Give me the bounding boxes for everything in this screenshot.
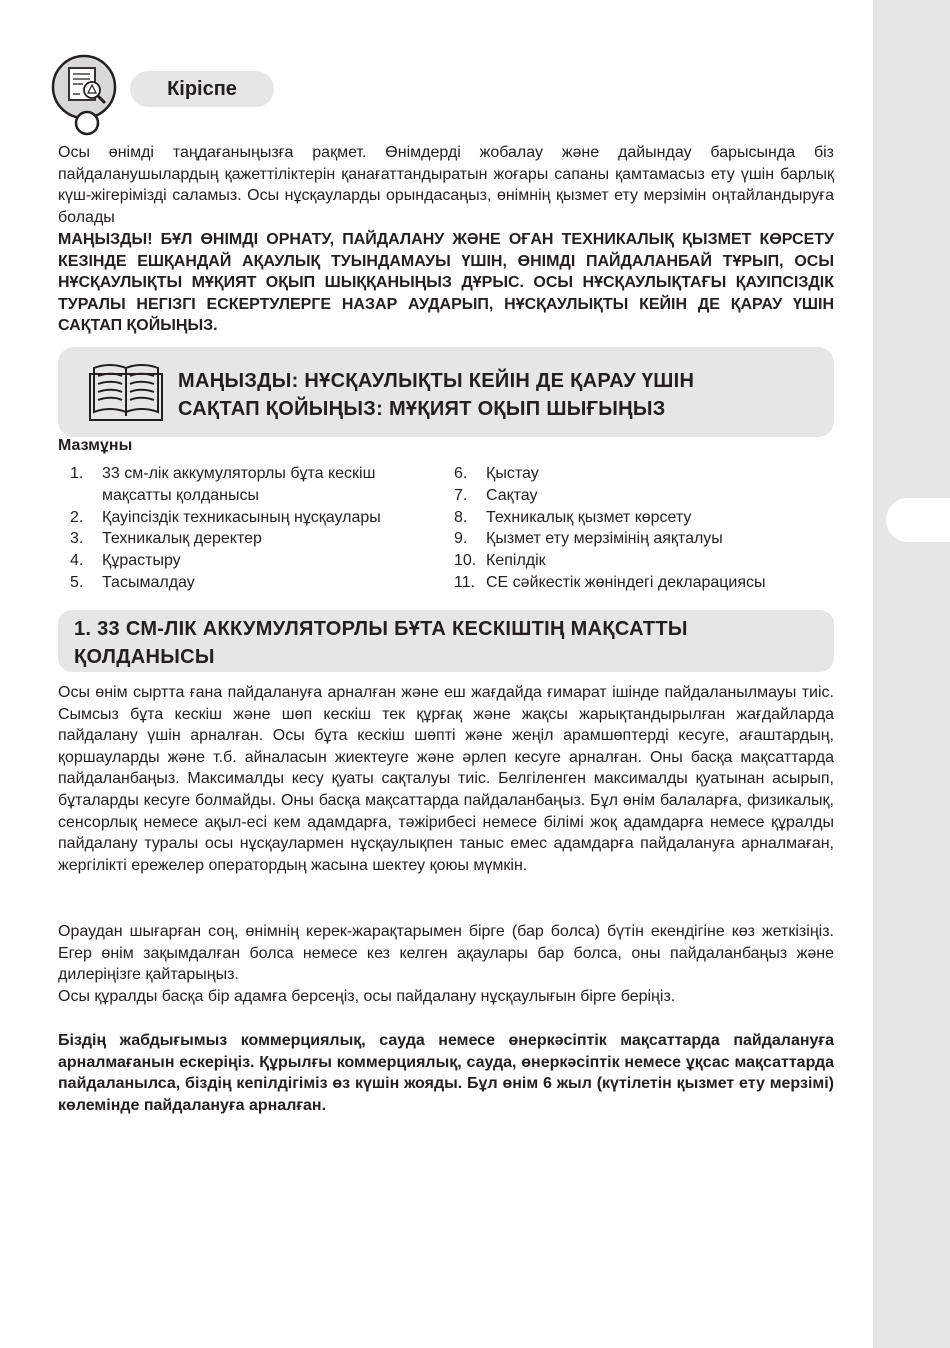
contents-item	[442, 463, 842, 485]
section-1-title-line-1: 1. 33 СМ-ЛІК АККУМУЛЯТОРЛЫ БҰТА КЕСКІШТІҢ МАҚСАТТЫ	[74, 618, 688, 640]
banner-text	[178, 367, 818, 423]
contents-item-text: Техникалық деректер	[102, 530, 262, 548]
contents-item-number: 6.	[454, 465, 468, 482]
section-1-heading	[58, 610, 834, 672]
contents-item	[58, 550, 438, 572]
contents-item-number: 7.	[454, 486, 468, 504]
banner-line-1: МАҢЫЗДЫ: НҰСҚАУЛЫҚТЫ КЕЙІН ДЕ ҚАРАУ ҮШІН	[178, 370, 695, 392]
intro-paragraph: Осы өнімді таңдағаныңызға рақмет. Өнімдерді жобалау және дайындау барысында біз пайдаланушылардың қажеттіліктерін қанағаттандыратын жоғары сапаны қамтамасыз ету үшін барлық күш-жігерімізді саламыз. Осы нұсқауларды орындасаңыз, өнімнің қызмет ету мерзімін оңтайландыруға болады	[58, 144, 834, 226]
contents-item	[442, 572, 842, 594]
important-banner	[58, 347, 834, 437]
contents-item-text: Тасымалдау	[102, 573, 195, 591]
contents-item-text: CE сәйкестік жөніндегі декларациясы	[486, 573, 766, 591]
contents-item	[58, 528, 438, 550]
intro-warning: МАҢЫЗДЫ! БҰЛ ӨНІМДІ ОРНАТУ, ПАЙДАЛАНУ ЖӘНЕ ОҒАН ТЕХНИКАЛЫҚ ҚЫЗМЕТ КӨРСЕТУ КЕЗІНДЕ ЕШҚАНДАЙ АҚАУЛЫҚ ТУЫНДАМАУЫ ҮШІН, ӨНІМДІ ПАЙДАЛАНБАЙ ТҰРЫП, ОСЫ НҰСҚАУЛЫҚТЫ МҰҚИЯТ ОҚЫП ШЫҚҚАНЫҢЫЗ ДҰРЫС. ОСЫ НҰСҚАУЛЫҚТАҒЫ ҚАУІПСІЗДІК ТУРАЛЫ НЕГІЗГІ ЕСКЕРТУЛЕРГЕ НАЗАР АУДАРЫП, НҰСҚАУЛЫҚТЫ КЕЙІН ДЕ ҚАРАУ ҮШІН САҚТАП ҚОЙЫҢЫЗ.	[58, 231, 834, 335]
contents-item-number: 1.	[70, 465, 84, 482]
contents-item-text: 33 см-лік аккумуляторлы бұта кескіш мақсатты қолданысы	[102, 465, 376, 504]
contents-item-number: 3.	[70, 530, 84, 548]
contents-item-number: 11.	[454, 573, 476, 591]
contents-item	[442, 550, 842, 572]
page-side-tab	[886, 498, 950, 542]
contents-item	[58, 572, 438, 594]
contents-item-text: Сақтау	[486, 486, 538, 504]
contents-title: Мазмұны	[58, 437, 133, 454]
contents-item	[442, 528, 842, 550]
contents-item-text: Қызмет ету мерзімінің аяқталуы	[486, 530, 723, 548]
section-1-paragraph-2: Ораудан шығарған соң, өнімнің керек-жарақтарымен бірге (бар болса) бүтін екендігіне көз жеткізіңіз. Егер өнім зақымдалған болса немесе кез келген ақаулары бар болса, оны пайдаланбаңыз және дилеріңізге қайтарыңыз.	[58, 923, 834, 984]
document-warning-icon	[50, 54, 120, 136]
section-1-title-line-2: ҚОЛДАНЫСЫ	[74, 646, 215, 668]
banner-line-2: САҚТАП ҚОЙЫҢЫЗ: МҰҚИЯТ ОҚЫП ШЫҒЫҢЫЗ	[178, 398, 666, 420]
contents-list-right	[442, 463, 842, 594]
contents-item	[442, 485, 842, 507]
contents-item	[58, 507, 438, 529]
contents-item-number: 8.	[454, 508, 468, 526]
contents-item-text: Қыстау	[486, 465, 539, 482]
section-1-paragraph-4: Біздің жабдығымыз коммерциялық, сауда немесе өнеркәсіптік мақсаттарда пайдалануға арналмағанын ескеріңіз. Құрылғы коммерциялық, сауда, өнеркәсіптік немесе ұқсас мақсаттарда пайдаланылса, біздің кепілдігіміз өз күшін жояды. Бұл өнім 6 жыл (күтілетін қызмет ету мерзімі) көлемінде пайдалануға арналған.	[58, 1032, 834, 1114]
contents-item	[442, 507, 842, 529]
contents-item-number: 10.	[454, 552, 477, 570]
contents-list-left	[58, 463, 438, 594]
contents-item-text: Кепілдік	[486, 552, 546, 570]
section-1-title	[74, 615, 794, 671]
section-1-paragraph-3: Осы құралды басқа бір адамға берсеңіз, осы пайдалану нұсқаулығын бірге беріңіз.	[58, 988, 676, 1005]
contents-item-number: 5.	[70, 573, 84, 591]
contents-item-text: Қауіпсіздік техникасының нұсқаулары	[102, 508, 381, 526]
contents-item-text: Құрастыру	[102, 552, 181, 570]
contents-item-number: 9.	[454, 530, 468, 548]
contents-item	[58, 463, 438, 507]
contents-item-text: Техникалық қызмет көрсету	[486, 508, 692, 526]
contents-item-number: 2.	[70, 508, 84, 526]
intro-title: Кіріспе	[130, 71, 274, 107]
section-1-paragraph-1: Осы өнім сыртта ғана пайдалануға арналған және еш жағдайда ғимарат ішінде пайдаланылмауы тиіс. Сымсыз бұта кескіш және шөп кескіш тек құрғақ және жақсы жарықтандырылған жағдайларда пайдалану үшін арналған. Осы бұта кескіш шөпті және жеңіл арамшөптерді кесуге, ағаштардың, қоршауларды және т.б. айналасын жиектеуге және әрлеп кесуге арналған. Оны басқа мақсаттарда пайдаланбаңыз. Максималды кесу қуаты сақталуы тиіс. Белгіленген максималды қуатынан асырып, бұталарды кесуге болмайды. Оны басқа мақсаттарда пайдаланбаңыз. Бұл өнім балаларға, физикалық, сенсорлық немесе ақыл-есі кем адамдарға, тәжірибесі немесе білімі жоқ адамдарға немесе құралды пайдалану туралы осы нұсқаулармен нұсқаулықпен таныс емес адамдарға пайдалануға арналмаған, жергілікті ережелер оператордың жасына шектеу қоюы мүмкін.	[58, 684, 834, 874]
contents-item-number: 4.	[70, 552, 84, 570]
open-book-icon	[88, 362, 164, 422]
page-side-margin	[873, 0, 950, 1348]
